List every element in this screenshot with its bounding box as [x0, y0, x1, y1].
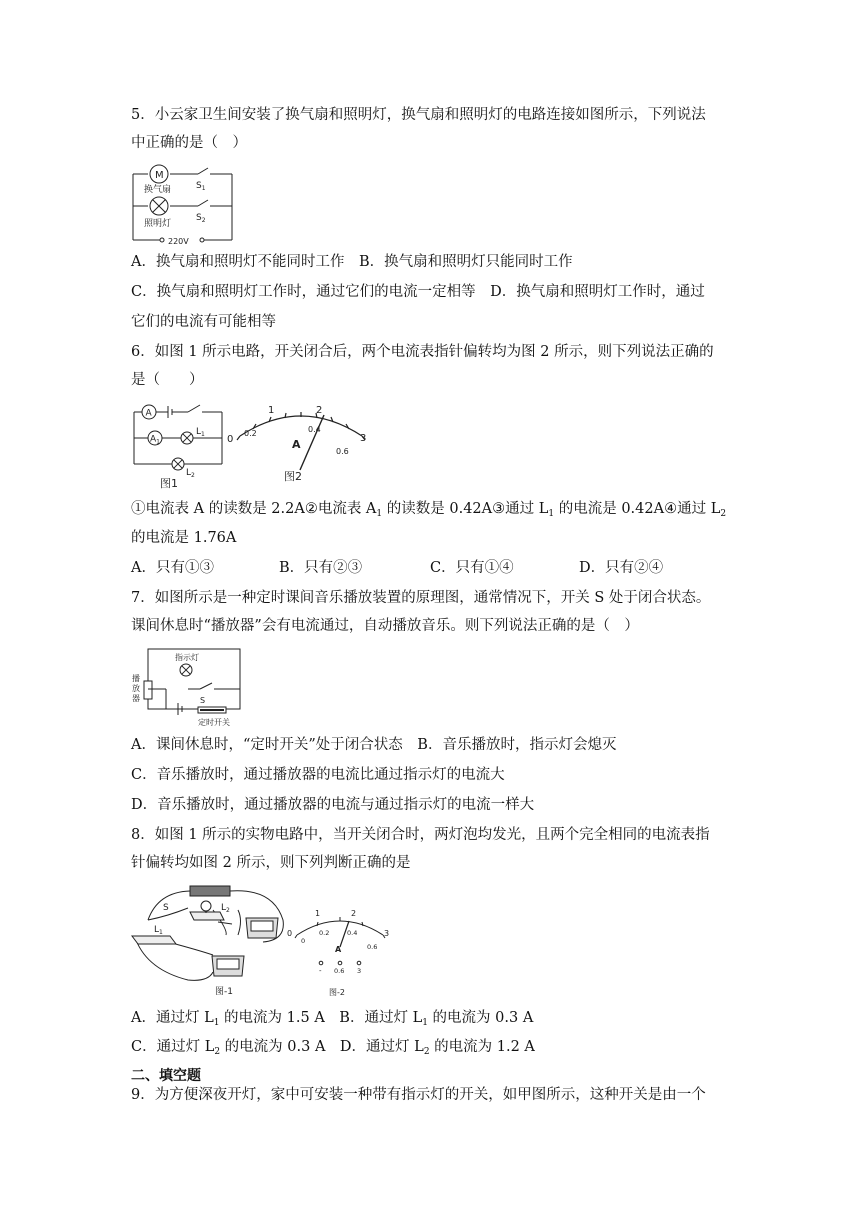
q6-option-b: B．只有②③	[279, 560, 363, 576]
q5-s1-label: S	[196, 181, 202, 191]
q8-scale-04: 0.4	[347, 929, 358, 937]
q6-statement-line2: 的电流是 1.76A	[131, 530, 237, 546]
q6-option-d: D．只有②④	[579, 560, 664, 576]
q7-player-label: 播放器	[132, 674, 140, 703]
svg-text:L1: $L_1$	[154, 925, 163, 936]
q6-stem-line2: 是（ ）	[131, 372, 204, 388]
q8-l1-label: L	[154, 925, 160, 935]
q8-figure2-meter	[285, 905, 395, 1000]
q8-scale-0-bottom: 0	[301, 937, 306, 945]
q8-terminal-06: 0.6	[334, 967, 345, 975]
q8-fig1-caption: 图-1	[215, 987, 233, 997]
q9-stem-line1: 9．为方便深夜开灯，家中可安装一种带有指示灯的开关，如甲图所示，这种开关是由一个	[131, 1087, 706, 1103]
q7-options-ab: A．课间休息时，“定时开关”处于闭合状态 B．音乐播放时，指示灯会熄灭	[131, 737, 617, 753]
q6-scale-06: 0.6	[336, 447, 349, 456]
q6-scale-3: 3	[360, 433, 367, 444]
q8-terminal-minus: -	[319, 967, 322, 975]
q8-terminal-3: 3	[357, 967, 362, 975]
q8-stem-line1: 8．如图 1 所示的实物电路中，当开关闭合时，两灯泡均发光，且两个完全相同的电流表指	[131, 827, 710, 843]
q6-scale-0: 0	[227, 434, 234, 445]
q6-scale-04: 0.4	[308, 425, 321, 434]
q6-figure1-circuit	[128, 400, 228, 490]
q5-stem-line2: 中正确的是（ ）	[131, 135, 247, 151]
q7-option-c: C．音乐播放时，通过播放器的电流比通过指示灯的电流大	[131, 767, 505, 783]
q8-scale-06: 0.6	[367, 943, 378, 951]
q7-option-d: D．音乐播放时，通过播放器的电流与通过指示灯的电流一样大	[131, 797, 535, 813]
q8-scale-3: 3	[384, 929, 390, 938]
q8-scale-2: 2	[351, 909, 357, 918]
q6-fig1-caption: 图1	[160, 477, 178, 490]
q5-stem-line1: 5．小云家卫生间安装了换气扇和照明灯，换气扇和照明灯的电路连接如图所示，下列说法	[131, 107, 706, 123]
q6-ammeter-a1-label: A	[150, 434, 157, 445]
q8-stem-line2: 针偏转均如图 2 所示，则下列判断正确的是	[131, 855, 411, 871]
q5-voltage-label: 220V	[168, 237, 189, 246]
q8-figure1-physical-circuit	[128, 880, 293, 1000]
q6-figure2-meter	[226, 400, 376, 484]
q6-scale-02: 0.2	[244, 429, 257, 438]
q5-s2-label: S	[196, 213, 202, 223]
q8-l2-label: L	[221, 903, 227, 913]
q8-meter-unit: A	[335, 945, 342, 954]
svg-text:S2: $S_2$	[196, 213, 206, 224]
q8-scale-02: 0.2	[319, 929, 330, 937]
q6-ammeter-a-label: A	[145, 408, 152, 419]
q6-option-c: C．只有①④	[430, 560, 514, 576]
q8-switch-s-label: S	[163, 903, 169, 913]
q6-statement-line1: ①电流表 A 的读数是 2.2A②电流表 $A_1$ 的读数是 0.42A③通过 $L_1$ 的电流是 0.42A④通过 $L_2$	[131, 501, 727, 519]
q5-options-d-line2: 它们的电流有可能相等	[131, 314, 276, 330]
q5-options-cd-line1: C．换气扇和照明灯工作时，通过它们的电流一定相等 D．换气扇和照明灯工作时，通过	[131, 284, 705, 300]
q5-options-ab: A．换气扇和照明灯不能同时工作 B．换气扇和照明灯只能同时工作	[131, 254, 573, 270]
q6-fig2-caption: 图2	[284, 470, 302, 483]
svg-text:L2: $L_2$	[186, 468, 195, 479]
q6-l1-label: L	[196, 427, 202, 437]
q6-l2-label: L	[186, 468, 192, 478]
q7-stem-line1: 7．如图所示是一种定时课间音乐播放装置的原理图，通常情况下，开关 S 处于闭合状态。	[131, 590, 711, 606]
q6-option-a: A．只有①③	[131, 560, 214, 576]
svg-text:L2: $L_2$	[221, 903, 230, 914]
q8-scale-1: 1	[315, 909, 321, 918]
q6-scale-1: 1	[268, 405, 275, 416]
q7-stem-line2: 课间休息时“播放器”会有电流通过，自动播放音乐。则下列说法正确的是（ ）	[131, 618, 639, 634]
q8-fig2-caption: 图-2	[329, 988, 345, 997]
q5-motor-label: M	[155, 170, 164, 181]
q8-scale-0-top: 0	[287, 929, 293, 938]
q5-circuit-figure	[128, 160, 238, 246]
svg-text:S1: $S_1$	[196, 181, 206, 192]
section-title-fill-in: 二、填空题	[131, 1068, 201, 1084]
q6-meter-unit: A	[292, 438, 301, 451]
q5-lamp-label: 照明灯	[144, 219, 172, 229]
q8-options-ab: A．通过灯 $L_1$ 的电流为 1.5 A B．通过灯 $L_1$ 的电流为 0.3 A	[131, 1010, 534, 1028]
q7-circuit-figure	[128, 645, 243, 729]
q5-fan-label: 换气扇	[144, 185, 172, 195]
q8-options-cd: C．通过灯 $L_2$ 的电流为 0.3 A D．通过灯 $L_2$ 的电流为 1.2 A	[131, 1039, 535, 1057]
q7-timer-label: 定时开关	[198, 718, 230, 727]
q6-scale-2: 2	[316, 405, 323, 416]
svg-text:L1: $L_1$	[196, 427, 205, 438]
q6-stem-line1: 6．如图 1 所示电路，开关闭合后，两个电流表指针偏转均为图 2 所示，则下列说法正确的	[131, 344, 714, 360]
q7-indicator-label: 指示灯	[175, 653, 199, 662]
q7-switch-s-label: S	[200, 696, 206, 705]
svg-text:A1: $A_1$	[150, 434, 160, 446]
